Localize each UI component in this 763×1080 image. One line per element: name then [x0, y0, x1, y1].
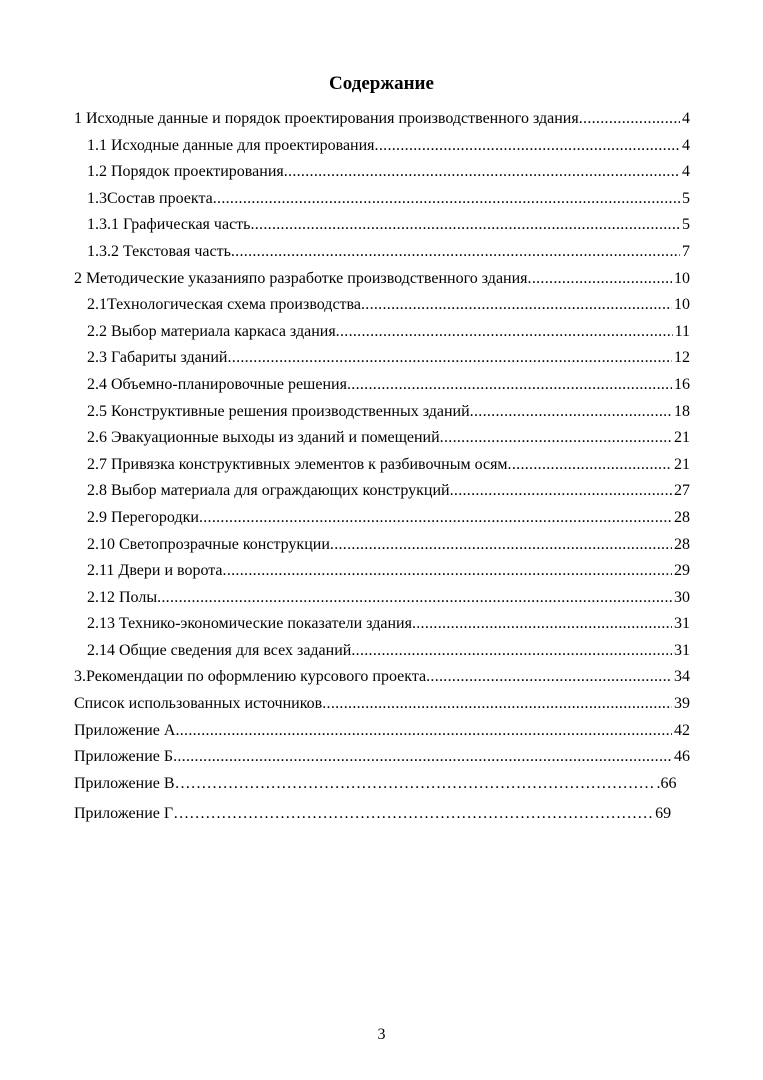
toc-entry-page: 28: [674, 508, 690, 526]
toc-entry-text: 1.3.1 Графическая часть: [87, 216, 251, 234]
toc-entry-text: 2.8 Выбор материала для ограждающих конструкций: [87, 482, 450, 500]
toc-entry-text: 1.1 Исходные данные для проектирования: [87, 136, 375, 154]
toc-entry-page: .66: [656, 774, 677, 792]
toc-leader: [336, 321, 673, 343]
toc-entry: [74, 666, 690, 693]
toc-entry-page: 21: [674, 455, 690, 473]
toc-entry-text: Приложение Г: [74, 805, 174, 823]
toc-entry-page: 31: [674, 615, 690, 633]
toc-entry-page: 4: [682, 163, 690, 181]
page-number: 3: [377, 1026, 386, 1043]
toc-entry: [74, 401, 690, 428]
toc-entry-text: 2.6 Эвакуационные выходы из зданий и помещений: [87, 429, 440, 447]
toc-leader: [199, 507, 672, 529]
toc-entry-text: 3.Рекомендации по оформлению курсового проекта: [74, 668, 427, 686]
toc-entry: [74, 161, 690, 188]
toc-entry: [74, 347, 690, 374]
toc-entry-page: 69: [655, 805, 672, 823]
toc-entry: [74, 534, 690, 561]
toc-entry: [74, 321, 690, 348]
toc-leader: [351, 640, 672, 662]
toc-entry-text: 2.12 Полы: [87, 588, 158, 606]
toc-entry-text: 2 Методические указанияпо разработке производственного здания: [74, 269, 528, 287]
toc-leader: [213, 188, 680, 210]
toc-leader: [175, 720, 672, 742]
toc-entry-text: 2.11 Двери и ворота: [87, 562, 223, 580]
toc-entry-text: 1.3.2 Текстовая часть: [87, 242, 231, 260]
toc-leader: [322, 693, 672, 715]
toc-entry-text: 1.3Состав проекта: [87, 189, 213, 207]
toc-leader: [440, 427, 672, 449]
toc-leader: [157, 587, 672, 609]
toc-entry-page: 42: [674, 721, 690, 739]
toc-entry-page: 16: [674, 375, 690, 393]
toc-entry: [74, 640, 690, 667]
toc-leader: [330, 534, 672, 556]
toc-entry: [74, 188, 690, 215]
toc-entry-page: 11: [674, 322, 690, 340]
table-of-contents: [74, 108, 690, 830]
toc-entry-page: 4: [682, 136, 690, 154]
toc-entry: [74, 374, 690, 401]
toc-entry: [74, 720, 690, 747]
toc-entry: [74, 560, 690, 587]
toc-leader: [508, 454, 672, 476]
toc-entry-page: 10: [674, 296, 690, 314]
toc-entry: [74, 214, 690, 241]
toc-leader: [223, 560, 672, 582]
toc-entry-page: 5: [682, 189, 690, 207]
toc-entry-text: 2.2 Выбор материала каркаса здания: [87, 322, 336, 340]
toc-entry-text: 2.14 Общие сведения для всех заданий: [87, 641, 352, 659]
toc-entry-page: 12: [674, 349, 690, 367]
toc-entry-text: Приложение Б: [74, 748, 174, 766]
toc-entry: [74, 454, 690, 481]
toc-leader: [250, 214, 680, 236]
toc-entry-text: Приложение А: [74, 721, 176, 739]
toc-leader: [450, 480, 672, 502]
toc-entry-page: 7: [682, 242, 690, 260]
toc-leader: [173, 803, 653, 825]
toc-entry-page: 27: [674, 482, 690, 500]
toc-entry-text: Приложение В: [74, 774, 175, 792]
toc-entry: [74, 507, 690, 534]
toc-entry-page: 5: [682, 216, 690, 234]
toc-entry-page: 29: [674, 562, 690, 580]
toc-entry-page: 18: [674, 402, 690, 420]
toc-entry: [74, 108, 690, 135]
toc-entry: [74, 241, 690, 268]
toc-entry-text: 2.9 Перегородки: [87, 508, 199, 526]
toc-entry: [74, 803, 690, 830]
toc-entry-page: 34: [674, 668, 690, 686]
toc-entry-page: 46: [674, 748, 690, 766]
toc-entry-page: 4: [682, 110, 690, 127]
toc-entry-text: 1 Исходные данные и порядок проектирования производственного здания: [74, 110, 579, 127]
toc-entry: [74, 693, 690, 720]
page-title: Содержание: [329, 73, 434, 94]
toc-entry: [74, 746, 690, 773]
toc-leader: [579, 108, 680, 130]
toc-leader: [227, 347, 672, 369]
toc-entry-page: 21: [674, 429, 690, 447]
toc-entry-text: 1.2 Порядок проектирования: [87, 163, 284, 181]
toc-entry-page: 31: [674, 641, 690, 659]
toc-entry: [74, 427, 690, 454]
toc-leader: [361, 294, 672, 316]
toc-entry-text: 2.1Технологическая схема производства: [87, 296, 361, 314]
toc-entry-page: 30: [674, 588, 690, 606]
toc-leader: [347, 374, 672, 396]
toc-leader: [412, 613, 672, 635]
toc-entry: [74, 294, 690, 321]
toc-leader: [175, 773, 655, 795]
toc-entry: [74, 613, 690, 640]
toc-entry-text: 2.4 Объемно-планировочные решения: [87, 375, 347, 393]
toc-entry: [74, 773, 690, 800]
toc-entry-page: 39: [674, 695, 690, 713]
toc-entry: [74, 587, 690, 614]
toc-entry-text: 2.3 Габариты зданий: [87, 349, 228, 367]
toc-entry-text: 2.13 Технико-экономические показатели здания: [87, 615, 412, 633]
toc-leader: [173, 746, 672, 768]
toc-entry-text: 2.7 Привязка конструктивных элементов к разбивочным осям: [87, 455, 508, 473]
toc-leader: [375, 135, 680, 157]
toc-entry-page: 10: [674, 269, 690, 287]
toc-entry: [74, 268, 690, 295]
toc-entry: [74, 480, 690, 507]
toc-entry-text: 2.10 Светопрозрачные конструкции: [87, 535, 330, 553]
toc-entry-text: 2.5 Конструктивные решения производственных зданий: [87, 402, 470, 420]
toc-leader: [426, 666, 672, 688]
toc-leader: [528, 268, 672, 290]
toc-leader: [470, 401, 672, 423]
toc-entry: [74, 135, 690, 162]
toc-leader: [231, 241, 680, 263]
toc-leader: [284, 161, 680, 183]
toc-entry-text: Список использованных источников: [74, 695, 323, 713]
toc-entry-page: 28: [674, 535, 690, 553]
